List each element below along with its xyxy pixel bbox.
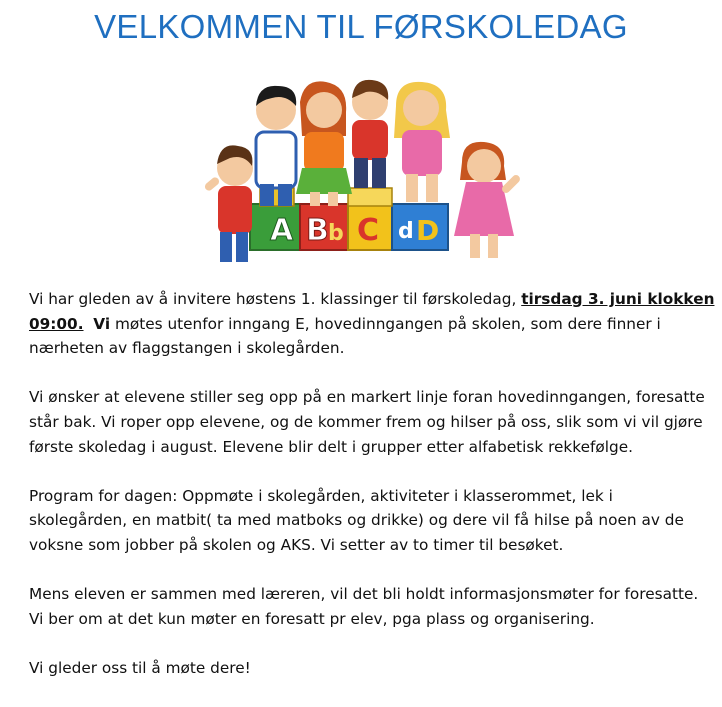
- text-line: Program for dagen: Oppmøte i skolegården, aktiviteter i klasserommet, lek i: [29, 486, 613, 505]
- text-line: Vi gleder oss til å møte dere!: [29, 658, 251, 677]
- block-letter-b-lower: b: [328, 221, 344, 246]
- block-letter-a: A: [270, 213, 294, 248]
- date-highlight: tirsdag 3. juni klokken: [521, 290, 715, 308]
- child-figure: [352, 80, 388, 188]
- block-letter-d-upper: D: [416, 214, 440, 247]
- text-line: Vi ønsker at elevene stiller seg opp på en markert linje foran hovedinngangen, foresatte: [29, 388, 705, 407]
- text-line: første skoledag i august. Elevene blir delt i grupper etter alfabetisk rekkefølge.: [29, 437, 633, 456]
- child-figure: [296, 81, 352, 206]
- text-line: Vi ber om at det kun møter en foresatt pr elev, pga plass og organisering.: [29, 609, 595, 628]
- text-line: [29, 287, 715, 312]
- text-line: skolegården, en matbit( ta med matboks og drikke) og dere vil få hilse på noen av de: [29, 511, 684, 530]
- text-line: Mens eleven er sammen med læreren, vil det bli holdt informasjonsmøter for foresatte.: [29, 585, 699, 604]
- text-line: [29, 312, 709, 337]
- text-line: nærheten av flaggstangen i skolegården.: [29, 339, 345, 358]
- block-letter-d-lower: d: [398, 219, 414, 244]
- block-letter-b-upper: B: [306, 213, 329, 248]
- block-letter-c: C: [357, 213, 380, 248]
- text-line: voksne som jobber på skolen og AKS. Vi setter av to timer til besøket.: [29, 535, 564, 554]
- paragraph-program: [29, 484, 709, 558]
- page-title: VELKOMMEN TIL FØRSKOLEDAG: [94, 8, 628, 45]
- children-on-abc-blocks-illustration: [200, 76, 530, 268]
- text-segment: Vi har gleden av å invitere høstens 1. klassinger til førskoledag,: [29, 290, 522, 308]
- paragraph-invitation: [29, 287, 715, 361]
- time-highlight: 09:00.: [29, 314, 84, 333]
- text-line: står bak. Vi roper opp elevene, og de kommer frem og hilser på oss, slik som vi vil gjøre: [29, 412, 703, 431]
- child-figure: [394, 82, 450, 202]
- child-figure: [454, 142, 522, 258]
- child-figure: [203, 145, 253, 262]
- paragraph-lineup: [29, 385, 709, 459]
- bold-word: Vi: [93, 314, 111, 333]
- invitation-text: [29, 287, 715, 705]
- child-figure: [256, 86, 296, 206]
- paragraph-meetings: [29, 582, 709, 631]
- text-segment: møtes utenfor inngang E, hovedinngangen på skolen, som dere finner i: [110, 314, 661, 333]
- paragraph-closing: [29, 656, 709, 681]
